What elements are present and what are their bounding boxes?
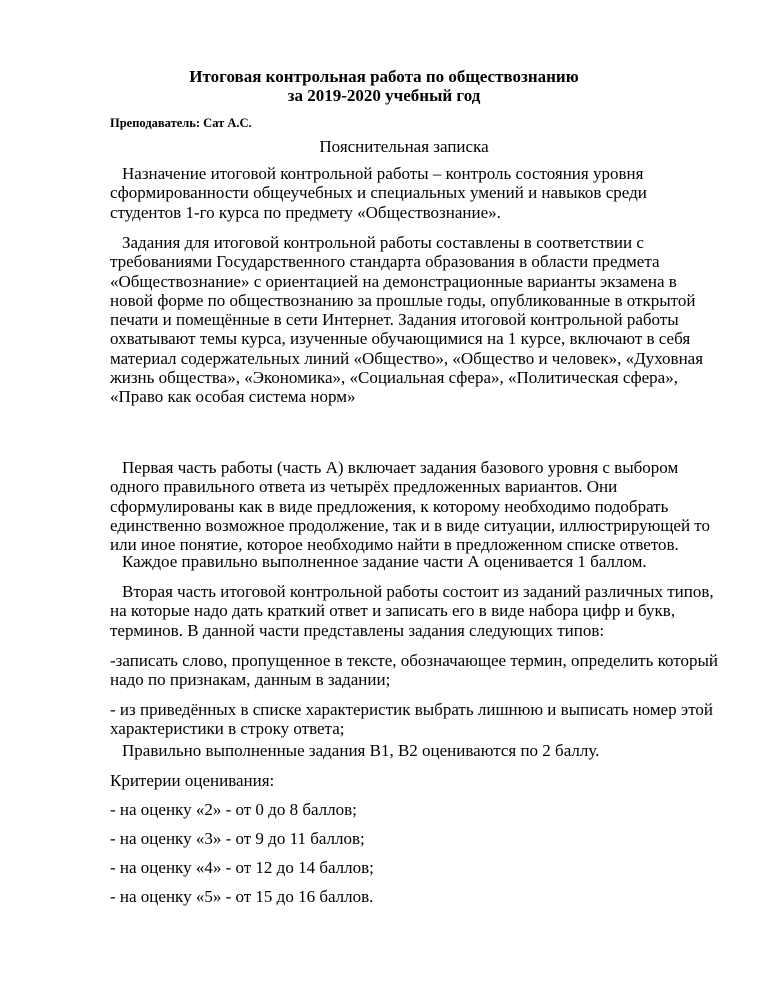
paragraph-part-a: Первая часть работы (часть А) включает задания базового уровня с выбором одного правильного ответа из четырёх предложенных вариантов. Они сформулированы как в виде предложения, к которому необходимо подобрать единственно возможное продолжение, так и в виде ситуации, иллюстрирующей то или иное понятие, которое необходимо найти в предложенном списке ответов. bbox=[110, 458, 711, 555]
section-heading: Пояснительная записка bbox=[319, 137, 489, 156]
criteria-heading: Критерии оценивания: bbox=[110, 771, 275, 790]
paragraph-purpose: Назначение итоговой контрольной работы – контроль состояния уровня сформированности общеучебных и специальных умений и навыков среди студентов 1-го курса по предмету «Обществознание». bbox=[110, 164, 647, 222]
paragraph-part-b: Вторая часть итоговой контрольной работы состоит из заданий различных типов, на которые надо дать краткий ответ и записать его в виде набора цифр и букв, терминов. В данной части представлены задания следующих типов: bbox=[110, 582, 714, 640]
document-title-line-2: за 2019-2020 учебный год bbox=[287, 86, 481, 105]
criteria-grade-3: - на оценку «3» - от 9 до 11 баллов; bbox=[110, 829, 365, 848]
criteria-grade-2: - на оценку «2» - от 0 до 8 баллов; bbox=[110, 800, 357, 819]
paragraph-part-a-score: Каждое правильно выполненное задание части А оценивается 1 баллом. bbox=[122, 552, 647, 571]
criteria-grade-5: - на оценку «5» - от 15 до 16 баллов. bbox=[110, 887, 374, 906]
paragraph-tasks: Задания для итоговой контрольной работы составлены в соответствии с требованиями Государственного стандарта образования в области предмета «Обществознание» с ориентацией на демонстрационные варианты экзамена в новой форме по обществознанию за прошлые годы, опубликованные в открытой печати и помещённые в сети Интернет. Задания итоговой контрольной работы охватывают темы курса, изученные обучающимися на 1 курсе, включают в себя материал содержательных линий «Общество», «Общество и человек», «Духовная жизнь общества», «Экономика», «Социальная сфера», «Политическая сфера», «Право как особая система норм» bbox=[110, 233, 704, 407]
criteria-grade-4: - на оценку «4» - от 12 до 14 баллов; bbox=[110, 858, 374, 877]
teacher-name: Преподаватель: Сат А.С. bbox=[110, 116, 252, 130]
paragraph-task-type-1: -записать слово, пропущенное в тексте, обозначающее термин, определить который надо по признакам, данным в задании; bbox=[110, 651, 719, 690]
document-title-line-1: Итоговая контрольная работа по обществознанию bbox=[189, 67, 579, 86]
paragraph-task-type-2: - из приведённых в списке характеристик выбрать лишнюю и выписать номер этой характеристики в строку ответа; bbox=[110, 700, 713, 739]
paragraph-part-b-score: Правильно выполненные задания В1, В2 оцениваются по 2 баллу. bbox=[122, 741, 600, 760]
